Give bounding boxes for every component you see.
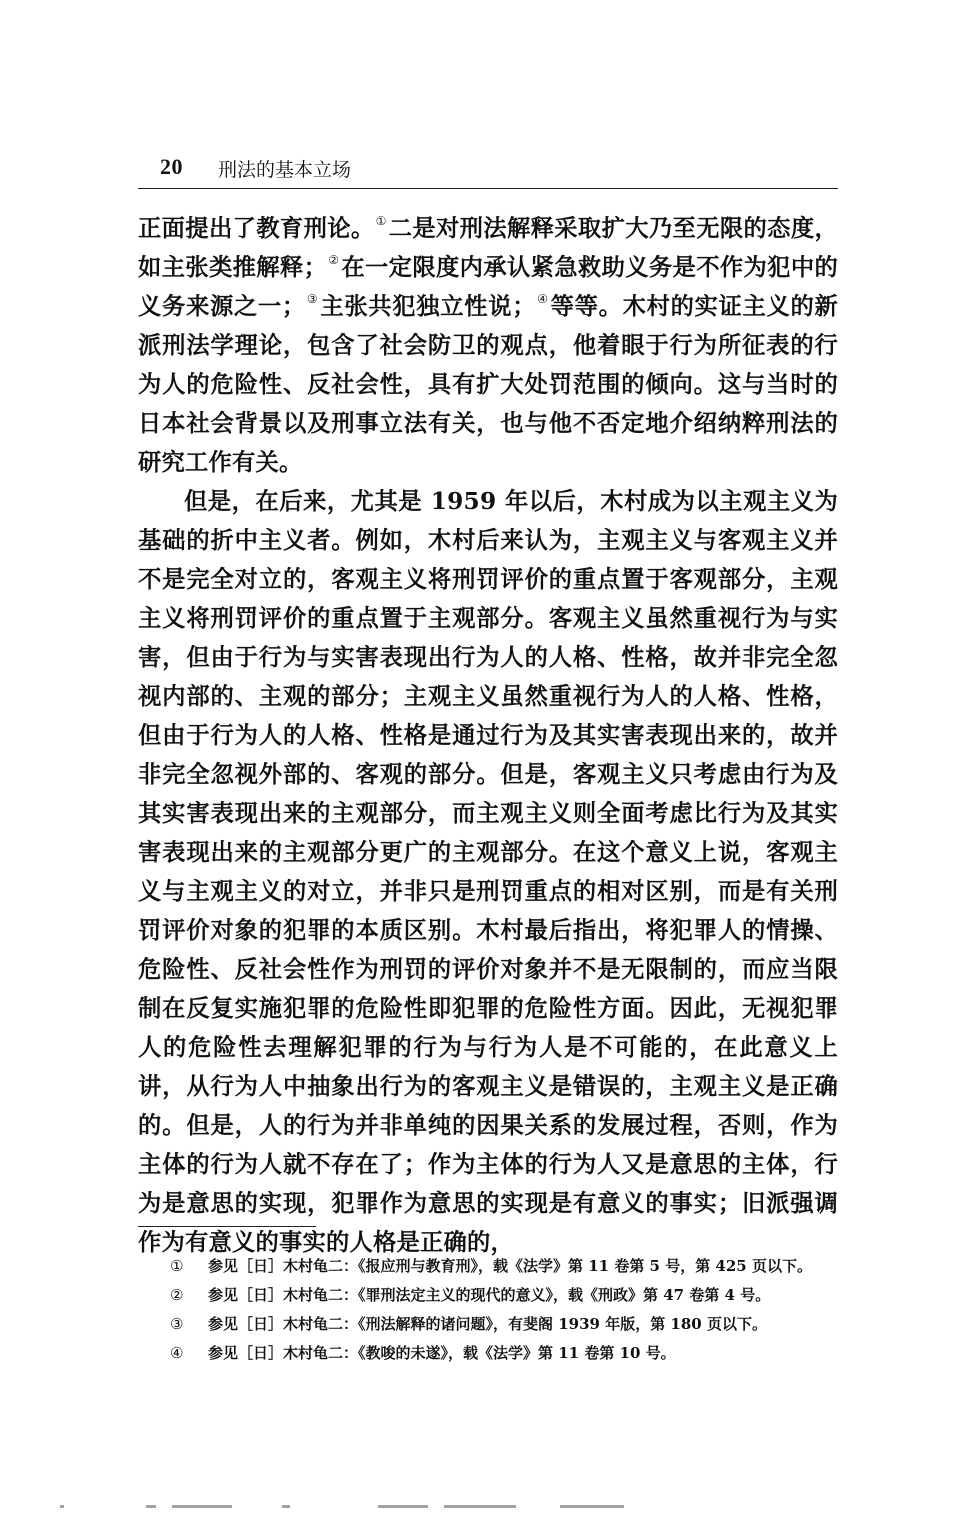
paragraph-text: 在一定限度内承认紧急救助义务是不作为犯中的义务来源之一； bbox=[138, 254, 838, 320]
footnote-mark: ③ bbox=[170, 1315, 184, 1333]
footnote-text: 参见［日］木村龟二：《刑法解释的诸问题》，有斐阁 1939 年版，第 180 页以下。 bbox=[208, 1315, 767, 1333]
body-text bbox=[138, 209, 838, 1262]
footnote-mark: ① bbox=[170, 1257, 184, 1275]
footnote bbox=[170, 1252, 850, 1281]
footnote-mark: ② bbox=[170, 1286, 184, 1304]
paragraph bbox=[138, 482, 838, 1262]
running-title: 刑法的基本立场 bbox=[218, 159, 352, 181]
footnote-reference[interactable]: ② bbox=[328, 253, 340, 267]
paragraph-text: 二是对刑法解释采取扩大乃至无限的态度，如主张类推解释； bbox=[138, 215, 838, 281]
footnote-mark: ④ bbox=[170, 1344, 184, 1362]
footnote bbox=[170, 1281, 850, 1310]
paragraph bbox=[138, 209, 838, 482]
footnote-text: 参见［日］木村龟二：《罪刑法定主义的现代的意义》，载《刑政》第 47 卷第 4 号。 bbox=[208, 1286, 771, 1304]
paragraph-text: 等等。木村的实证主义的新派刑法学理论，包含了社会防卫的观点，他着眼于行为所征表的行为人的危险性、反社会性，具有扩大处罚范围的倾向。这与当时的日本社会背景以及刑事立法有关，也与他不否定地介绍纳粹刑法的研究工作有关。 bbox=[138, 293, 838, 476]
page-number: 20 bbox=[160, 154, 183, 179]
footnote-divider bbox=[138, 1226, 316, 1227]
footnote-text: 参见［日］木村龟二：《教唆的未遂》，载《法学》第 11 卷第 10 号。 bbox=[208, 1344, 676, 1362]
paragraph-text: 但是，在后来，尤其是 1959 年以后，木村成为以主观主义为基础的折中主义者。例如，木村后来认为，主观主义与客观主义并不是完全对立的，客观主义将刑罚评价的重点置于客观部分，主观主义将刑罚评价的重点置于主观部分。客观主义虽然重视行为与实害，但由于行为与实害表现出行为人的人格、性格，故并非完全忽视内部的、主观的部分；主观主义虽然重视行为人的人格、性格，但由于行为人的人格、性格是通过行为及其实害表现出来的，故并非完全忽视外部的、客观的部分。但是，客观主义只考虑由行为及其实害表现出来的主观部分，而主观主义则全面考虑比行为及其实害表现出来的主观部分更广的主观部分。在这个意义上说，客观主义与主观主义的对立，并非只是刑罚重点的相对区别，而是有关刑罚评价对象的犯罪的本质区别。木村最后指出，将犯罪人的情操、危险性、反社会性作为刑罚的评价对象并不是无限制的，而应当限制在反复实施犯罪的危险性即犯罪的危险性方面。因此，无视犯罪人的危险性去理解犯罪的行为与行为人是不可能的，在此意义上讲，从行为人中抽象出行为的客观主义是错误的，主观主义是正确的。但是，人的行为并非单纯的因果关系的发展过程，否则，作为主体的行为人就不存在了；作为主体的行为人又是意思的主体，行为是意思的实现，犯罪作为意思的实现是有意义的事实；旧派强调作为有意义的事实的人格是正确的， bbox=[138, 488, 838, 1256]
footnote-reference[interactable]: ① bbox=[375, 214, 387, 228]
paragraph-text: 正面提出了教育刑论。 bbox=[138, 215, 375, 242]
footnotes bbox=[170, 1252, 850, 1368]
footnote bbox=[170, 1310, 850, 1339]
footnote bbox=[170, 1339, 850, 1368]
paragraph-text: 主张共犯独立性说； bbox=[320, 293, 536, 320]
running-header bbox=[138, 152, 838, 189]
footnote-reference[interactable]: ③ bbox=[306, 292, 319, 306]
footnote-reference[interactable]: ④ bbox=[536, 292, 549, 306]
scan-artifact bbox=[60, 1500, 660, 1514]
footnote-text: 参见［日］木村龟二：《报应刑与教育刑》，载《法学》第 11 卷第 5 号，第 425 页以下。 bbox=[208, 1257, 812, 1275]
